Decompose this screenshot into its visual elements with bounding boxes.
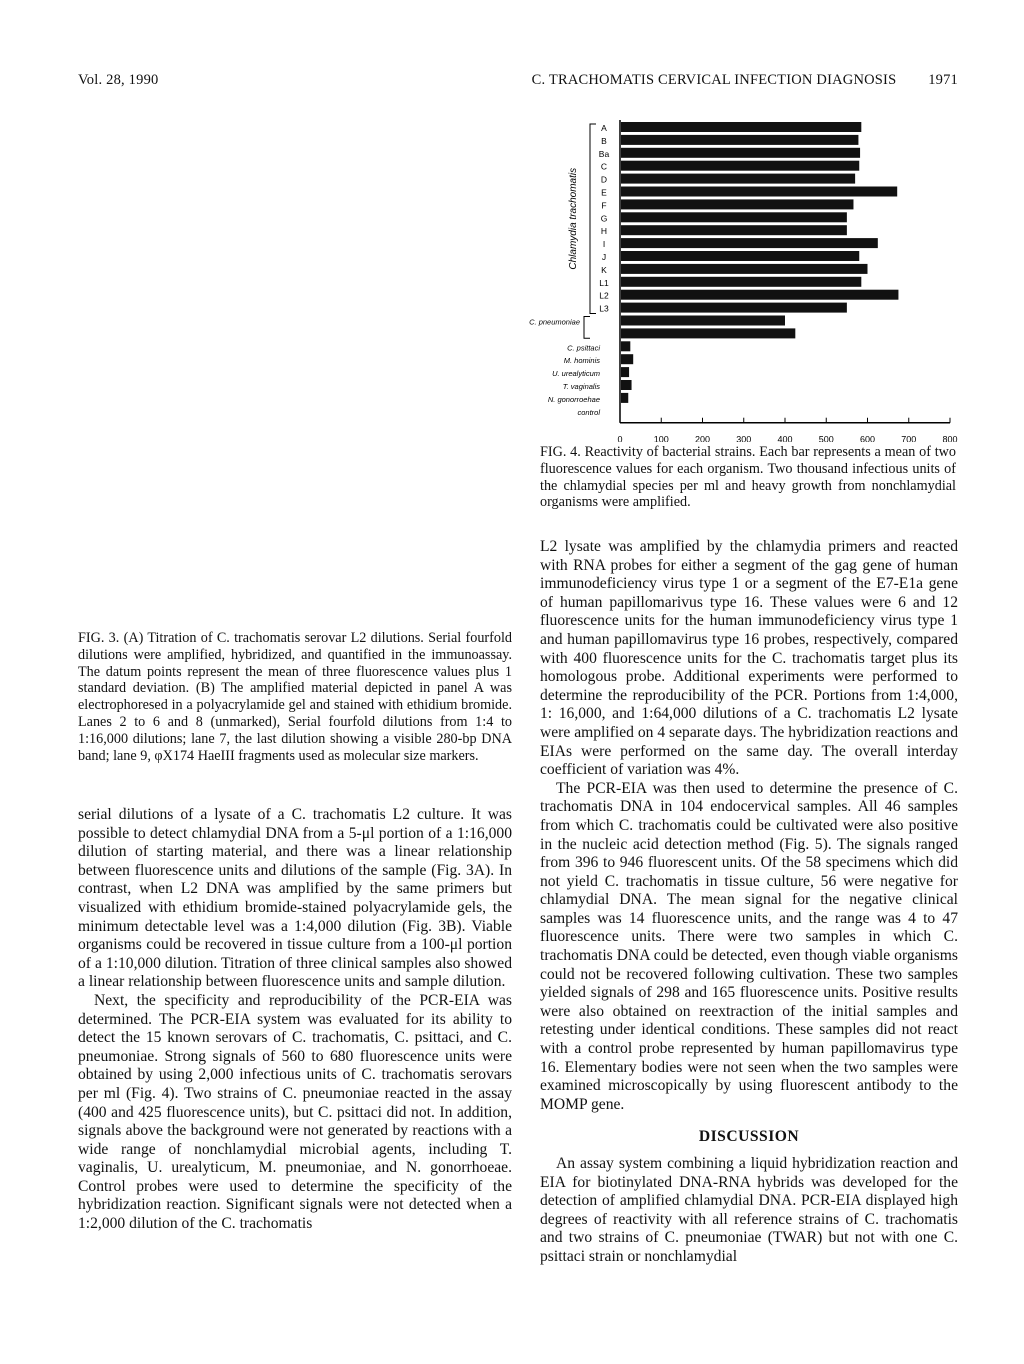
group-label: Chlamydia trachomatis — [568, 167, 579, 270]
category-label: H — [600, 226, 608, 237]
category-label: J — [601, 252, 607, 262]
bar — [621, 161, 859, 171]
bar — [621, 187, 897, 197]
category-label: N. gonorroehae — [547, 394, 600, 404]
category-label: U. urealyticum — [552, 369, 600, 379]
pneumoniae-bracket — [584, 317, 590, 339]
bar — [621, 328, 795, 338]
paragraph: Next, the specificity and reproducibility of the PCR-EIA was determined. The PCR-EIA system was evaluated for its ability to detect the 15 known serovars of C. trachomatis, C. psittaci, and C. pneumoniae. Strong signals of 560 to 680 fluorescence units were obtained by using 2,000 infectious units of C. trachomatis serovars per ml (Fig. 4). Two strains of C. pneumoniae reacted in the assay (400 and 425 fluorescence units), but C. psittaci did not. In addition, signals above the background were not generated by reactions with a wide range of nonchlamydial microbial agents, including T. vaginalis, U. urealyticum, M. pneumoniae, and N. gonorrhoeae. Control probes were used to determine the specificity of the hybridization reaction. Significant signals were not detected when a 1:2,000 dilution of the C. trachomatis — [78, 991, 512, 1233]
paragraph: L2 lysate was amplified by the chlamydia primers and reacted with RNA probes for either a segment of the gag gene of human immunodeficiency virus type 1 or a segment of the E7-E1a gene of human papillomarivus type 16. These values were 6 and 12 fluorescence units for the human immunodeficiency virus type 1 and human papillomavirus type 16 probes, respectively, compared with 400 fluorescence units for the C. trachomatis target plus its homologous probe. Additional experiments were performed to determine the reproducibility of the PCR. Portions from 1:4,000, 1: 16,000, and 1:64,000 dilutions of a C. trachomatis L2 lysate were amplified on 4 separate days. The hybridization reactions and EIAs were performed on the same day. The overall interday coefficient of variation was 4%. — [540, 538, 958, 779]
fig4-caption: FIG. 4. Reactivity of bacterial strains. Each bar represents a mean of two fluorescence values for each organism. Two thousand infectious units of the chlamydial species per ml and heavy growth from nonchlamydial organisms were amplified. — [540, 444, 956, 511]
bar — [621, 251, 859, 261]
right-text-column — [540, 538, 958, 1267]
paragraph: The PCR-EIA was then used to determine the presence of C. trachomatis DNA in 104 endocervical samples. All 46 samples from which C. trachomatis could be cultivated were also positive in the nucleic acid detection method (Fig. 5). The signals ranged from 396 to 946 fluorescent units. Of the 58 specimens which did not yield C. trachomatis in tissue culture, 56 were negative for chlamydial DNA. The mean signal for the negative clinical samples was 14 fluorescence units, and the range was 4 to 47 fluorescence units. There were two samples in which C. trachomatis DNA could be detected, even though viable organisms could not be recovered following cultivation. These two samples yielded signals of 298 and 165 fluorescence units. Positive results were also obtained on reextraction of the initial samples and retesting under identical conditions. These samples did not react with a control probe represented by human papillomavirus type 16. Elementary bodies were not seen when the two samples were examined microscopically by using fluorescent antibody to the MOMP gene. — [540, 779, 958, 1113]
category-label: M. hominis — [563, 356, 600, 366]
category-label: C. pneumoniae — [529, 317, 580, 327]
category-label: C. psittaci — [567, 343, 600, 353]
fig4-bar-chart — [520, 112, 970, 442]
category-label: L1 — [599, 277, 609, 288]
bar — [621, 316, 785, 326]
bar — [621, 174, 855, 184]
bar — [621, 135, 858, 145]
bar — [621, 264, 868, 274]
x-tick-label: 100 — [653, 434, 669, 442]
section-heading: DISCUSSION — [698, 1128, 800, 1146]
category-label: D — [600, 174, 608, 185]
category-label: K — [601, 264, 607, 275]
category-label: control — [577, 407, 600, 417]
bar — [621, 148, 860, 158]
category-label: C — [600, 161, 608, 172]
bar — [621, 238, 878, 248]
bar — [621, 277, 861, 287]
x-tick-label: 800 — [942, 434, 958, 442]
bar — [621, 199, 853, 209]
category-label: A — [601, 123, 607, 133]
category-label: L3 — [599, 303, 609, 314]
serovar-bracket — [590, 124, 596, 314]
bar — [621, 393, 628, 403]
x-tick-label: 600 — [859, 434, 876, 442]
running-title — [532, 72, 958, 89]
bar — [621, 367, 629, 377]
x-tick-label: 0 — [617, 434, 623, 442]
category-label: E — [601, 187, 607, 198]
bar — [621, 225, 847, 235]
bar — [621, 122, 861, 132]
category-label: T. vaginalis — [562, 382, 600, 391]
left-text-column — [78, 806, 512, 1234]
paragraph: serial dilutions of a lysate of a C. trachomatis L2 culture. It was possible to detect chlamydial DNA from a 5-μl portion of a 1:16,000 dilution of starting material, and there was a linear relationship between fluorescence units and dilutions of the sample (Fig. 3A). In contrast, when L2 DNA was amplified by the same primers but visualized with ethidium bromide-stained polyacrylamide gels, the minimum detectable level was a 1:4,000 dilution (Fig. 3B). Viable organisms could be recovered in tissue culture from a 100-μl portion of a 1:10,000 dilution. Titration of three clinical samples also showed a linear relationship between fluorescence units and sample dilution. — [78, 806, 512, 991]
category-label: I — [602, 239, 606, 250]
volume-label: Vol. 28, 1990 — [78, 72, 159, 88]
bar — [621, 290, 898, 300]
page-number: 1971 — [928, 72, 958, 88]
paragraph: An assay system combining a liquid hybridization reaction and EIA for biotinylated DNA-RNA hybrids was developed for the detection of amplified chlamydial DNA. PCR-EIA displayed high degrees of reactivity with all reference strains of C. trachomatis and two strains of C. pneumoniae (TWAR) but not with one C. psittaci strain or nonchlamydial — [540, 1155, 958, 1265]
category-label: F — [601, 200, 607, 211]
x-tick-label: 200 — [694, 434, 711, 442]
fig3-caption: FIG. 3. (A) Titration of C. trachomatis serovar L2 dilutions. Serial fourfold dilutions were amplified, hybridized, and quantified in the immunoassay. The datum points represent the mean of three fluorescence values plus 1 standard deviation. (B) The amplified material depicted in panel A was electrophoresed in a polyacrylamide gel and stained with ethidium bromide. Lanes 2 to 6 and 8 (unmarked), Serial fourfold dilutions from 1:4 to 1:16,000 dilutions; lane 7, the last dilution showing a visible 280-bp DNA band; lane 9, φX174 HaeIII fragments used as molecular size markers. — [78, 630, 512, 764]
category-label: L2 — [599, 290, 609, 301]
x-tick-label: 700 — [901, 434, 917, 442]
category-label: G — [600, 213, 608, 224]
journal-title: C. TRACHOMATIS CERVICAL INFECTION DIAGNOSIS — [531, 72, 897, 88]
x-tick-label: 300 — [736, 434, 752, 442]
category-label: Ba — [598, 148, 610, 159]
x-tick-label: 500 — [818, 434, 834, 442]
bar — [621, 212, 847, 222]
bar — [621, 303, 847, 313]
bar — [621, 380, 632, 390]
bar — [621, 341, 630, 351]
bar — [621, 354, 633, 364]
x-tick-label: 400 — [777, 434, 793, 442]
category-label: B — [601, 135, 607, 146]
